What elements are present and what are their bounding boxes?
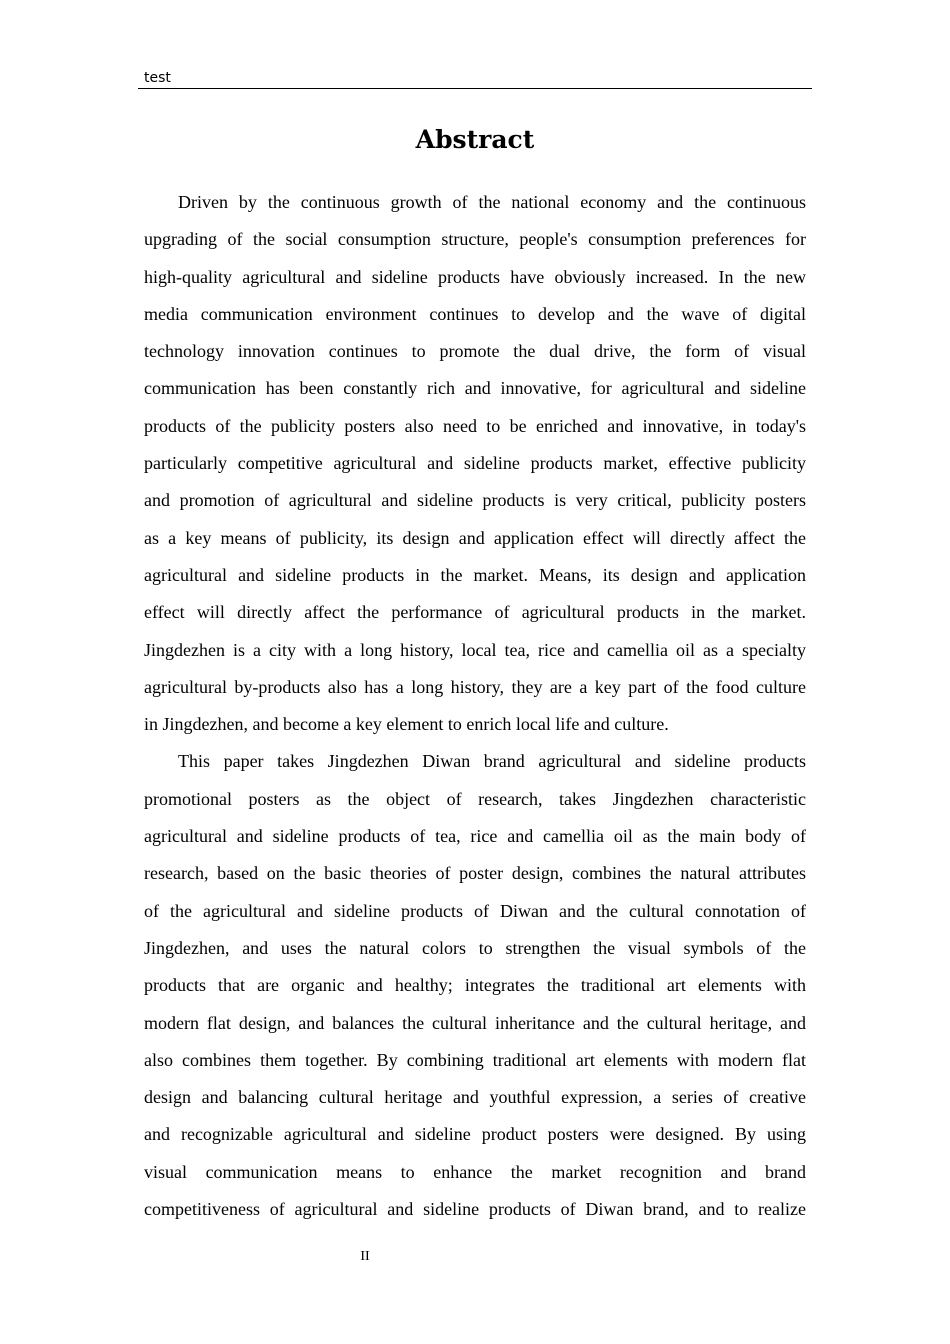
paragraph-line: effect will directly affect the performance of agricultural products in the market. <box>144 602 806 623</box>
abstract-title: Abstract <box>415 125 535 154</box>
running-header-text: test <box>144 70 171 86</box>
paragraph-line: of the agricultural and sideline products of Diwan and the cultural connotation of <box>144 900 806 921</box>
paragraph-line: Jingdezhen, and uses the natural colors to strengthen the visual symbols of the <box>144 937 806 958</box>
paragraph-line: modern flat design, and balances the cultural inheritance and the cultural heritage, and <box>144 1012 806 1033</box>
paragraph-line: products that are organic and healthy; integrates the traditional art elements with <box>144 975 806 996</box>
page-number: II <box>360 1249 370 1264</box>
paragraph-line: as a key means of publicity, its design and application effect will directly affect the <box>144 527 806 548</box>
paragraph-line: agricultural and sideline products in the market. Means, its design and application <box>144 564 806 585</box>
running-header <box>138 68 812 89</box>
paragraph-line: design and balancing cultural heritage and youthful expression, a series of creative <box>144 1087 806 1108</box>
paragraph-line: agricultural and sideline products of tea, rice and camellia oil as the main body of <box>144 826 806 847</box>
paragraph-line: Driven by the continuous growth of the national economy and the continuous <box>178 192 806 212</box>
paragraph-line: competitiveness of agricultural and sideline products of Diwan brand, and to realize <box>144 1199 806 1220</box>
paragraph-line: particularly competitive agricultural and sideline products market, effective publicity <box>144 453 806 474</box>
paragraph-line: Jingdezhen is a city with a long history, local tea, rice and camellia oil as a specialty <box>144 639 806 660</box>
paragraph-line: products of the publicity posters also need to be enriched and innovative, in today's <box>144 415 806 436</box>
paragraph-line: agricultural by-products also has a long history, they are a key part of the food culture <box>144 676 806 697</box>
paragraph-1 <box>144 184 806 743</box>
paragraph-line: communication has been constantly rich and innovative, for agricultural and sideline <box>144 378 806 399</box>
paragraph-line: in Jingdezhen, and become a key element to enrich local life and culture. <box>144 714 669 735</box>
paragraph-line: media communication environment continues to develop and the wave of digital <box>144 303 806 324</box>
paragraph-line: This paper takes Jingdezhen Diwan brand agricultural and sideline products <box>178 751 806 772</box>
paragraph-line: visual communication means to enhance the market recognition and brand <box>144 1161 806 1182</box>
paragraph-2 <box>144 743 806 1228</box>
paragraph-line: and recognizable agricultural and sideline product posters were designed. By using <box>144 1124 806 1145</box>
abstract-body <box>144 184 806 1228</box>
paragraph-line: and promotion of agricultural and sideline products is very critical, publicity posters <box>144 490 806 511</box>
paragraph-line: also combines them together. By combining traditional art elements with modern flat <box>144 1049 806 1070</box>
paragraph-line: technology innovation continues to promote the dual drive, the form of visual <box>144 341 806 362</box>
paragraph-line: upgrading of the social consumption structure, people's consumption preferences for <box>144 229 806 250</box>
paragraph-line: research, based on the basic theories of poster design, combines the natural attributes <box>144 863 806 884</box>
paragraph-line: high-quality agricultural and sideline products have obviously increased. In the new <box>144 266 806 287</box>
paragraph-line: promotional posters as the object of research, takes Jingdezhen characteristic <box>144 788 806 809</box>
